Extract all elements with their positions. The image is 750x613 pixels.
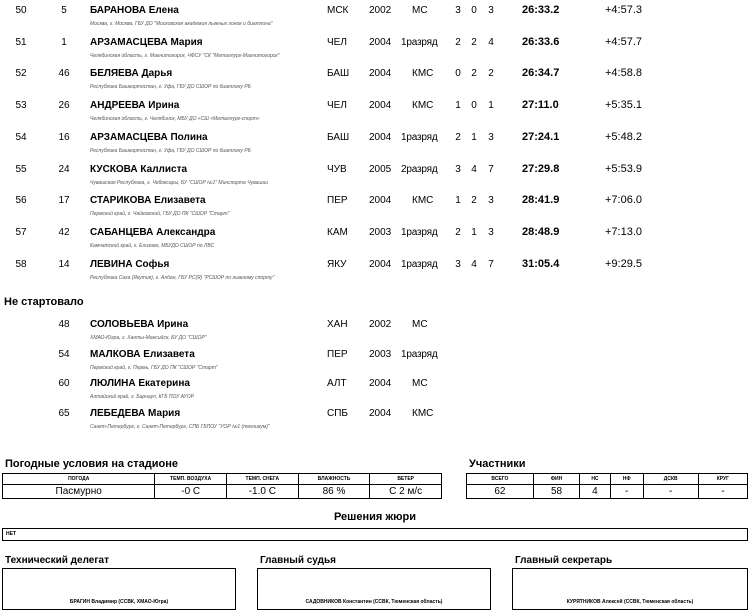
result-name: СТАРИКОВА Елизавета xyxy=(90,195,206,207)
result-penalty-total: 4 xyxy=(488,36,494,48)
result-penalty-2: 4 xyxy=(471,163,477,175)
result-qualification: 1разряд xyxy=(401,131,438,143)
weather-header: ПОГОДА xyxy=(3,474,155,485)
result-rank: 53 xyxy=(15,100,27,112)
result-penalty-total: 2 xyxy=(488,68,494,80)
result-gap: +7:13.0 xyxy=(605,225,643,238)
result-organization: Челябинская область, г. Челябинск, МБУ ДО «СШ «Металлург-спорт» xyxy=(90,116,260,123)
result-qualification: 1разряд xyxy=(401,36,438,48)
result-gap: +5:35.1 xyxy=(605,99,643,112)
result-bib: 14 xyxy=(58,258,70,270)
result-year: 2005 xyxy=(369,163,392,175)
result-qualification: МС xyxy=(412,5,428,16)
result-bib: 24 xyxy=(58,163,70,175)
result-penalty-2: 0 xyxy=(471,5,477,16)
participants-value: - xyxy=(698,485,747,499)
result-gap: +4:58.8 xyxy=(605,67,643,80)
result-bib: 26 xyxy=(58,100,70,112)
result-penalty-1: 2 xyxy=(455,131,461,143)
dns-name: ЛЮЛИНА Екатерина xyxy=(90,378,190,389)
result-bib: 46 xyxy=(58,68,70,80)
participants-header: НС xyxy=(580,474,611,485)
result-region: ЧЕЛ xyxy=(327,36,347,48)
result-row xyxy=(0,159,750,191)
result-bib: 16 xyxy=(58,131,70,143)
participants-value: - xyxy=(643,485,698,499)
result-rank: 56 xyxy=(15,195,27,207)
result-organization: Республика Саха (Якутия), г. Алдан, ГБУ РС(Я) "РСШОР по лыжному спорту" xyxy=(90,274,275,281)
weather-header: ВЕТЕР xyxy=(370,474,442,485)
result-year: 2004 xyxy=(369,68,392,80)
official-box-judge xyxy=(257,568,491,610)
result-name: БАРАНОВА Елена xyxy=(90,5,179,16)
result-organization: Москва, г. Москва, ГБУ ДО "Московская академия лыжных гонок и биатлона" xyxy=(90,21,273,27)
result-qualification: 1разряд xyxy=(401,258,438,270)
dns-row xyxy=(0,344,750,376)
result-bib: 17 xyxy=(58,195,70,207)
official-box-secretary xyxy=(512,568,748,610)
result-name: АРЗАМАСЦЕВА Полина xyxy=(90,131,208,143)
weather-value: 86 % xyxy=(298,485,370,499)
result-penalty-total: 3 xyxy=(488,195,494,207)
dns-qualification: 1разряд xyxy=(401,348,438,360)
result-gap: +5:48.2 xyxy=(605,130,643,143)
result-penalty-total: 3 xyxy=(488,131,494,143)
result-organization: Республика Башкортостан, г. Уфа, ГБУ ДО СШОР по биатлону РБ xyxy=(90,147,251,154)
result-name: КУСКОВА Каллиста xyxy=(90,163,188,175)
result-name: БЕЛЯЕВА Дарья xyxy=(90,68,173,80)
result-row xyxy=(0,222,750,254)
result-organization: Челябинская область, г. Магнитогорск, ЧФСУ "СК "Металлург-Магнитогорск" xyxy=(90,52,280,59)
participants-header: ВСЕГО xyxy=(467,474,534,485)
result-penalty-2: 0 xyxy=(471,100,477,112)
dns-qualification: КМС xyxy=(412,407,434,419)
participants-header: КРУГ xyxy=(698,474,747,485)
participants-header: ДСКВ xyxy=(643,474,698,485)
weather-title: Погодные условия на стадионе xyxy=(5,458,179,470)
result-time: 31:05.4 xyxy=(522,257,560,270)
result-organization: Республика Башкортостан, г. Уфа, ГБУ ДО СШОР по биатлону РБ xyxy=(90,84,251,91)
result-qualification: КМС xyxy=(412,195,434,207)
result-region: ПЕР xyxy=(327,195,348,207)
result-bib: 5 xyxy=(61,5,67,16)
jury-box xyxy=(2,528,748,541)
result-penalty-total: 7 xyxy=(488,163,494,175)
result-qualification: 2разряд xyxy=(401,163,438,175)
dns-section-title: Не стартовало xyxy=(4,296,84,308)
result-penalty-2: 1 xyxy=(471,131,477,143)
result-region: БАШ xyxy=(327,131,350,143)
result-penalty-1: 0 xyxy=(455,68,461,80)
result-region: ЧУВ xyxy=(327,163,347,175)
jury-title: Решения жюри xyxy=(333,511,417,523)
result-penalty-1: 3 xyxy=(455,5,461,16)
result-qualification: 1разряд xyxy=(401,226,438,238)
dns-organization: Санкт-Петербург, г. Санкт-Петербург, СПБ ГБПОУ "УОР №1 (техникум)" xyxy=(90,423,270,430)
participants-value: 58 xyxy=(533,485,579,499)
result-bib: 42 xyxy=(58,226,70,238)
official-name: БРАГИН Владимир (ССВК, ХМАО-Югра) xyxy=(69,599,169,605)
jury-text: НЕТ xyxy=(6,531,16,537)
result-year: 2004 xyxy=(369,131,392,143)
participants-title: Участники xyxy=(469,458,526,470)
result-year: 2004 xyxy=(369,258,392,270)
official-name: САДОВНИКОВ Константин (ССВК, Тюменская область) xyxy=(305,599,443,605)
result-name: АРЗАМАСЦЕВА Мария xyxy=(90,36,203,48)
result-region: ЧЕЛ xyxy=(327,100,347,112)
result-penalty-1: 1 xyxy=(455,195,461,207)
result-row xyxy=(0,254,750,286)
weather-header: ТЕМП. СНЕГА xyxy=(227,474,299,485)
result-time: 26:33.2 xyxy=(522,4,560,16)
result-qualification: КМС xyxy=(412,68,434,80)
result-year: 2003 xyxy=(369,226,392,238)
result-qualification: КМС xyxy=(412,100,434,112)
result-penalty-2: 1 xyxy=(471,226,477,238)
result-time: 27:29.8 xyxy=(522,162,560,175)
result-penalty-1: 2 xyxy=(455,36,461,48)
result-row xyxy=(0,0,750,32)
official-title-judge: Главный судья xyxy=(260,555,336,566)
participants-header: ФИН xyxy=(533,474,579,485)
result-rank: 58 xyxy=(15,258,27,270)
result-organization: Чувашская Республика, г. Чебоксары, БУ "СШОР №1" Минспорта Чувашии xyxy=(90,179,269,186)
dns-name: ЛЕБЕДЕВА Мария xyxy=(90,407,181,419)
weather-table xyxy=(2,473,442,499)
dns-year: 2004 xyxy=(369,378,392,389)
result-gap: +7:06.0 xyxy=(605,194,643,207)
official-box-delegate xyxy=(2,568,236,610)
result-row xyxy=(0,95,750,127)
dns-bib: 48 xyxy=(58,319,70,330)
result-penalty-1: 3 xyxy=(455,163,461,175)
dns-bib: 65 xyxy=(58,407,70,419)
result-rank: 54 xyxy=(15,131,27,143)
participants-header: НФ xyxy=(610,474,643,485)
weather-value: -0 С xyxy=(155,485,227,499)
dns-region: АЛТ xyxy=(327,378,347,389)
dns-bib: 60 xyxy=(58,378,70,389)
result-time: 27:11.0 xyxy=(522,99,559,112)
result-year: 2004 xyxy=(369,36,392,48)
dns-year: 2004 xyxy=(369,407,392,419)
result-time: 28:48.9 xyxy=(522,225,560,238)
dns-bib: 54 xyxy=(58,348,70,360)
result-time: 28:41.9 xyxy=(522,194,560,207)
result-penalty-total: 3 xyxy=(488,5,494,16)
result-penalty-total: 1 xyxy=(488,100,494,112)
result-penalty-2: 2 xyxy=(471,36,477,48)
result-gap: +9:29.5 xyxy=(605,257,643,270)
result-time: 27:24.1 xyxy=(522,130,560,143)
dns-row xyxy=(0,403,750,435)
dns-region: СПБ xyxy=(327,407,348,419)
result-penalty-total: 7 xyxy=(488,258,494,270)
result-rank: 50 xyxy=(15,5,27,16)
result-row xyxy=(0,63,750,95)
result-organization: Пермский край, г. Чайковский, ГБУ ДО ПК "СШОР "Старт" xyxy=(90,211,230,218)
result-row xyxy=(0,190,750,222)
dns-row xyxy=(0,314,750,346)
dns-organization: ХМАО-Югра, г. Ханты-Мансийск, БУ ДО "СШОР" xyxy=(90,335,207,341)
dns-year: 2003 xyxy=(369,348,392,360)
weather-header: ВЛАЖНОСТЬ xyxy=(298,474,370,485)
dns-region: ХАН xyxy=(327,319,348,330)
result-region: БАШ xyxy=(327,68,350,80)
result-row xyxy=(0,127,750,159)
result-name: ЛЕВИНА Софья xyxy=(90,258,170,270)
result-year: 2004 xyxy=(369,195,392,207)
result-gap: +4:57.7 xyxy=(605,35,643,48)
dns-year: 2002 xyxy=(369,319,392,330)
result-row xyxy=(0,32,750,64)
result-rank: 51 xyxy=(15,36,27,48)
official-name: КУРЯТНИКОВ Алексей (ССВК, Тюменская область) xyxy=(566,599,694,605)
result-bib: 1 xyxy=(61,36,67,48)
result-organization: Камчатский край, г. Елизово, МБУДО СШОР по ЛВС xyxy=(90,242,215,249)
result-year: 2002 xyxy=(369,5,392,16)
official-title-delegate: Технический делегат xyxy=(5,555,109,566)
participants-value: 4 xyxy=(580,485,611,499)
result-penalty-1: 1 xyxy=(455,100,461,112)
weather-header: ТЕМП. ВОЗДУХА xyxy=(155,474,227,485)
result-penalty-2: 2 xyxy=(471,68,477,80)
official-title-secretary: Главный секретарь xyxy=(515,555,613,566)
result-rank: 52 xyxy=(15,68,27,80)
result-region: МСК xyxy=(327,5,349,16)
dns-organization: Алтайский край, г. Барнаул, КГБ ПОУ АУОР xyxy=(90,394,194,400)
dns-name: МАЛКОВА Елизавета xyxy=(90,348,195,360)
result-penalty-total: 3 xyxy=(488,226,494,238)
dns-qualification: МС xyxy=(412,378,428,389)
result-penalty-1: 3 xyxy=(455,258,461,270)
participants-table xyxy=(466,473,748,499)
result-penalty-2: 4 xyxy=(471,258,477,270)
result-gap: +5:53.9 xyxy=(605,162,643,175)
dns-qualification: МС xyxy=(412,319,428,330)
weather-value: Пасмурно xyxy=(3,485,155,499)
result-time: 26:34.7 xyxy=(522,67,560,80)
dns-organization: Пермский край, г. Пермь, ГБУ ДО ПК "СШОР "Старт" xyxy=(90,364,218,371)
weather-value: С 2 м/с xyxy=(370,485,442,499)
result-rank: 57 xyxy=(15,226,27,238)
result-name: САБАНЦЕВА Александра xyxy=(90,226,216,238)
dns-name: СОЛОВЬЕВА Ирина xyxy=(90,319,189,330)
result-name: АНДРЕЕВА Ирина xyxy=(90,100,180,112)
result-penalty-1: 2 xyxy=(455,226,461,238)
weather-value: -1.0 С xyxy=(227,485,299,499)
result-region: ЯКУ xyxy=(327,258,347,270)
result-time: 26:33.6 xyxy=(522,35,560,48)
result-gap: +4:57.3 xyxy=(605,4,643,16)
result-rank: 55 xyxy=(15,163,27,175)
result-region: КАМ xyxy=(327,226,348,238)
participants-value: - xyxy=(610,485,643,499)
dns-row xyxy=(0,373,750,405)
participants-value: 62 xyxy=(467,485,534,499)
result-penalty-2: 2 xyxy=(471,195,477,207)
dns-region: ПЕР xyxy=(327,348,348,360)
result-year: 2004 xyxy=(369,100,392,112)
